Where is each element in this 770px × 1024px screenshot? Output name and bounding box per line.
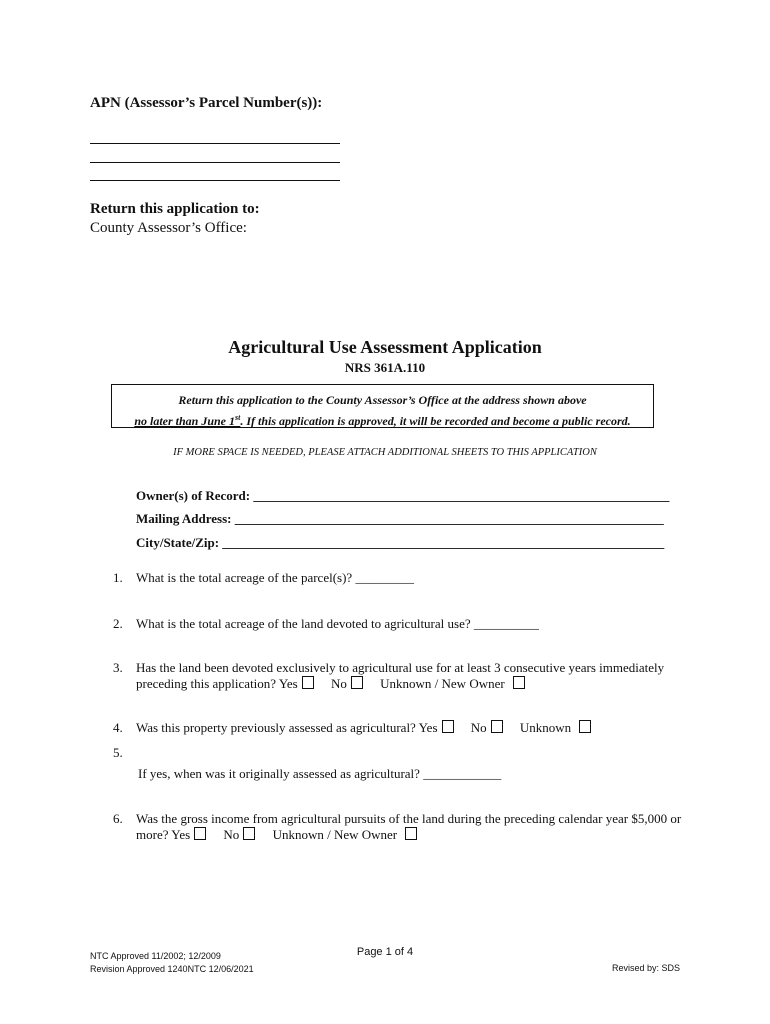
space-note: IF MORE SPACE IS NEEDED, PLEASE ATTACH ADDITIONAL SHEETS TO THIS APPLICATION	[173, 447, 597, 458]
q4-no-checkbox[interactable]	[491, 720, 503, 733]
mailing-address-field[interactable]: Mailing Address: __________________________________________________________________	[136, 511, 664, 526]
q3-no-label: No	[331, 676, 347, 691]
q3-line-2: preceding this application? Yes No Unknown / New Owner	[136, 676, 525, 692]
q3-line-1: Has the land been devoted exclusively to agricultural use for at least 3 consecutive years immediately	[136, 660, 665, 675]
q6-line-2: more? Yes No Unknown / New Owner	[136, 827, 417, 843]
q6-unknown-checkbox[interactable]	[405, 827, 417, 840]
q1-number: 1.	[113, 570, 123, 585]
page-title: Agricultural Use Assessment Application	[228, 337, 542, 357]
q6-unknown-label: Unknown / New Owner	[272, 827, 398, 842]
q4-line: Was this property previously assessed as agricultural? Yes No Unknown	[136, 720, 591, 736]
q4-yes-checkbox[interactable]	[442, 720, 454, 733]
q2-text[interactable]: What is the total acreage of the land devoted to agricultural use? __________	[136, 616, 539, 631]
footer-ntc-approved: NTC Approved 11/2002; 12/2009	[90, 951, 221, 961]
q4-unknown-label: Unknown	[519, 720, 572, 735]
q3-unknown-checkbox[interactable]	[513, 676, 525, 689]
q4-no-label: No	[470, 720, 487, 735]
assessor-office-label: County Assessor’s Office:	[90, 220, 247, 236]
q2-number: 2.	[113, 616, 123, 631]
q4-unknown-checkbox[interactable]	[579, 720, 591, 733]
notice-line-2	[112, 409, 653, 430]
q1-text[interactable]: What is the total acreage of the parcel(s)? _________	[136, 570, 414, 585]
notice-box	[111, 384, 654, 428]
q3-yes-checkbox[interactable]	[302, 676, 314, 689]
apn-label: APN (Assessor’s Parcel Number(s)):	[90, 95, 323, 111]
q3-no-checkbox[interactable]	[351, 676, 363, 689]
q3-number: 3.	[113, 660, 123, 675]
q5-text[interactable]: If yes, when was it originally assessed as agricultural? ____________	[138, 766, 502, 781]
q5-number: 5.	[113, 745, 123, 760]
owner-field[interactable]: Owner(s) of Record: ________________________________________________________________	[136, 488, 670, 503]
notice-deadline: no later than June 1st	[134, 413, 241, 428]
q4-number: 4.	[113, 720, 123, 735]
footer-revision: Revision Approved 1240NTC 12/06/2021	[90, 964, 254, 974]
page-subtitle: NRS 361A.110	[344, 360, 426, 375]
city-state-zip-field[interactable]: City/State/Zip: ____________________________________________________________________	[136, 535, 665, 550]
q3-unknown-label: Unknown / New Owner	[380, 676, 505, 691]
q6-yes-checkbox[interactable]	[194, 827, 206, 840]
q6-no-checkbox[interactable]	[243, 827, 255, 840]
return-label: Return this application to:	[90, 201, 260, 217]
apn-line-3[interactable]	[90, 180, 340, 181]
footer-revised-by: Revised by: SDS	[611, 963, 680, 973]
notice-rest: . If this application is approved, it will be recorded and become a public record.	[240, 414, 631, 428]
apn-line-1[interactable]	[90, 143, 340, 144]
apn-line-2[interactable]	[90, 162, 340, 163]
notice-line-1: Return this application to the County Assessor’s Office at the address shown above	[178, 393, 587, 407]
page-number: Page 1 of 4	[356, 946, 414, 958]
q6-line-1: Was the gross income from agricultural pursuits of the land during the preceding calendar year $5,000 or	[136, 811, 682, 826]
q6-number: 6.	[113, 811, 123, 826]
q6-no-label: No	[223, 827, 240, 842]
